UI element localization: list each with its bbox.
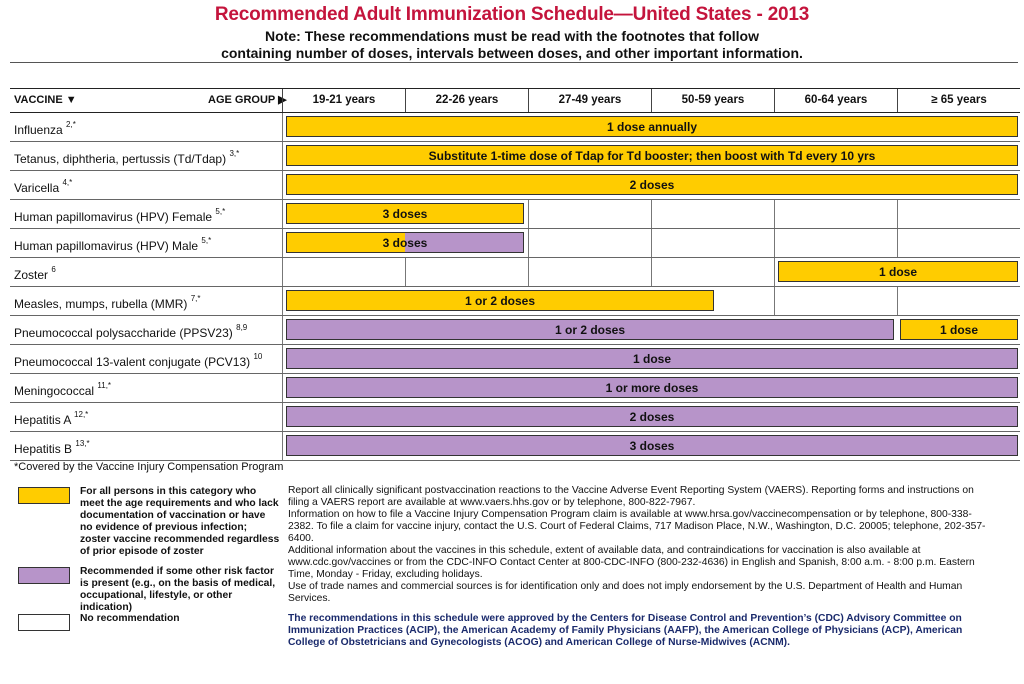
vaccine-label: Pneumococcal 13-valent conjugate (PCV13) <box>14 355 251 369</box>
age-col-50-59: 50-59 years <box>651 89 774 112</box>
info-cdc: Additional information about the vaccines in this schedule, extent of available data, and contraindications for vaccination is also available at www.cdc.gov/vaccines or from the CDC-INFO Contact Center at 800-CDC-INFO (800-232-4636) in English and Spanish, 8:00 a.m. - 8:00 p.m. Eastern Time, Monday - Friday, excluding holidays. <box>288 545 975 580</box>
legend-swatch-white <box>18 614 70 631</box>
table-row <box>10 403 1020 432</box>
table-row <box>10 171 1020 200</box>
age-col-22-26: 22-26 years <box>405 89 528 112</box>
legend-text-purple: Recommended if some other risk factor is present (e.g., on the basis of medical, occupational, lifestyle, or other indication) <box>80 566 276 613</box>
vaccine-name <box>14 229 211 257</box>
vaccine-name <box>14 316 247 344</box>
info-trade-names: Use of trade names and commercial sources is for identification only and does not imply endorsement by the U.S. Department of Health and Human Services. <box>288 581 963 604</box>
table-row <box>10 229 1020 258</box>
approval-statement: The recommendations in this schedule were approved by the Centers for Disease Control and Prevention’s (CDC) Advisory Committee on Immunization Practices (ACIP), the American Academy of Family Physicians (AAFP), the American College of Physicians (ACP), American College of Obstetricians and Gynecologists (ACOG) and American College of Nurse-Midwives (ACNM). <box>288 613 963 648</box>
dose-bar: 2 doses <box>286 174 1018 195</box>
dose-bar: 3 doses <box>286 232 524 253</box>
vaccine-name <box>14 287 201 315</box>
table-row <box>10 374 1020 403</box>
table-row <box>10 142 1020 171</box>
footnote-ref: 7,* <box>190 294 201 303</box>
info-vaers: Report all clinically significant postvaccination reactions to the Vaccine Adverse Event Reporting System (VAERS). Reporting forms and instructions on filing a VAERS report are available at www.vaers.hhs.gov or by telephone, 800-822-7967. <box>288 485 974 508</box>
vaccine-name <box>14 258 56 286</box>
age-col-19-21: 19-21 years <box>282 89 405 112</box>
vaccine-label: Hepatitis A <box>14 413 71 427</box>
page-title: Recommended Adult Immunization Schedule—United States - 2013 <box>214 4 810 25</box>
footnote-ref: 4,* <box>62 178 73 187</box>
footnote-ref: 3,* <box>229 149 240 158</box>
vaccine-label: Influenza <box>14 123 63 137</box>
footnote-ref: 12,* <box>74 410 89 419</box>
dose-bar: 1 or 2 doses <box>286 319 894 340</box>
dose-bar: 3 doses <box>286 435 1018 456</box>
vaccine-label: Varicella <box>14 181 60 195</box>
table-row <box>10 345 1020 374</box>
vaccine-label: Zoster <box>14 268 49 282</box>
dose-bar: 2 doses <box>286 406 1018 427</box>
footnote-ref: 10 <box>253 352 263 361</box>
footnote-ref: 5,* <box>215 207 226 216</box>
table-row <box>10 316 1020 345</box>
note-line-1: Note: These recommendations must be read with the footnotes that follow <box>265 28 759 44</box>
vaccine-name <box>14 142 239 170</box>
vaccine-name <box>14 345 262 373</box>
legend-swatch-yellow <box>18 487 70 504</box>
divider <box>10 62 1018 63</box>
note <box>0 28 1024 62</box>
dose-bar: 3 doses <box>286 203 524 224</box>
vaccine-name <box>14 403 88 431</box>
footnote-ref: 2,* <box>66 120 76 129</box>
table-row <box>10 432 1020 461</box>
vaccine-label: Tetanus, diphtheria, pertussis (Td/Tdap) <box>14 152 227 166</box>
vaccine-label: Meningococcal <box>14 384 95 398</box>
vaccine-label: Pneumococcal polysaccharide (PPSV23) <box>14 326 233 340</box>
age-col-27-49: 27-49 years <box>528 89 651 112</box>
age-group-header: AGE GROUP ▶ <box>208 94 287 106</box>
vaccine-column-header: VACCINE ▼ <box>14 94 77 106</box>
dose-bar: 1 dose <box>900 319 1018 340</box>
footnote-ref: 13,* <box>75 439 90 448</box>
age-col-60-64: 60-64 years <box>774 89 897 112</box>
table-row <box>10 258 1020 287</box>
legend-swatch-purple <box>18 567 70 584</box>
table-header <box>10 88 1020 113</box>
footnote-ref: 5,* <box>201 236 212 245</box>
legend-text-white: No recommendation <box>80 613 180 624</box>
table-row <box>10 287 1020 316</box>
dose-bar: 1 dose annually <box>286 116 1018 137</box>
vaccine-name <box>14 432 90 460</box>
footnote-ref: 6 <box>51 265 56 274</box>
footnote-ref: 11,* <box>97 381 112 390</box>
vaccine-name <box>14 171 72 199</box>
legend-text-yellow: For all persons in this category who meet the age requirements and who lack documentation of vaccination or have no evidence of previous infection; zoster vaccine recommended regardless of prior episode of zoster <box>80 486 280 557</box>
footnote-ref: 8,9 <box>236 323 248 332</box>
vaccine-name <box>14 374 111 402</box>
vaccine-name <box>14 200 225 228</box>
vaccine-label: Human papillomavirus (HPV) Female <box>14 210 213 224</box>
dose-bar: 1 dose <box>778 261 1018 282</box>
dose-bar: 1 dose <box>286 348 1018 369</box>
info-vicp: Information on how to file a Vaccine Injury Compensation Program claim is available at www.hrsa.gov/vaccinecompensation or by telephone, 800-338-2382. To file a claim for vaccine injury, contact the U.S. Court of Federal Claims, 717 Madison Place, N.W., Washington, D.C. 20005; telephone, 202-357-6400. <box>288 509 986 544</box>
vaccine-label: Human papillomavirus (HPV) Male <box>14 239 199 253</box>
note-line-2: containing number of doses, intervals between doses, and other important information. <box>221 45 803 61</box>
dose-bar: 1 or more doses <box>286 377 1018 398</box>
vaccine-label: Measles, mumps, rubella (MMR) <box>14 297 188 311</box>
table-row <box>10 113 1020 142</box>
vaccine-label: Hepatitis B <box>14 442 73 456</box>
vaccine-name <box>14 113 76 141</box>
info-block <box>288 485 988 605</box>
dose-bar: Substitute 1-time dose of Tdap for Td booster; then boost with Td every 10 yrs <box>286 145 1018 166</box>
vicp-footnote: *Covered by the Vaccine Injury Compensation Program <box>14 461 284 473</box>
dose-bar: 1 or 2 doses <box>286 290 714 311</box>
table-row <box>10 200 1020 229</box>
age-col-65-plus: ≥ 65 years <box>897 89 1020 112</box>
